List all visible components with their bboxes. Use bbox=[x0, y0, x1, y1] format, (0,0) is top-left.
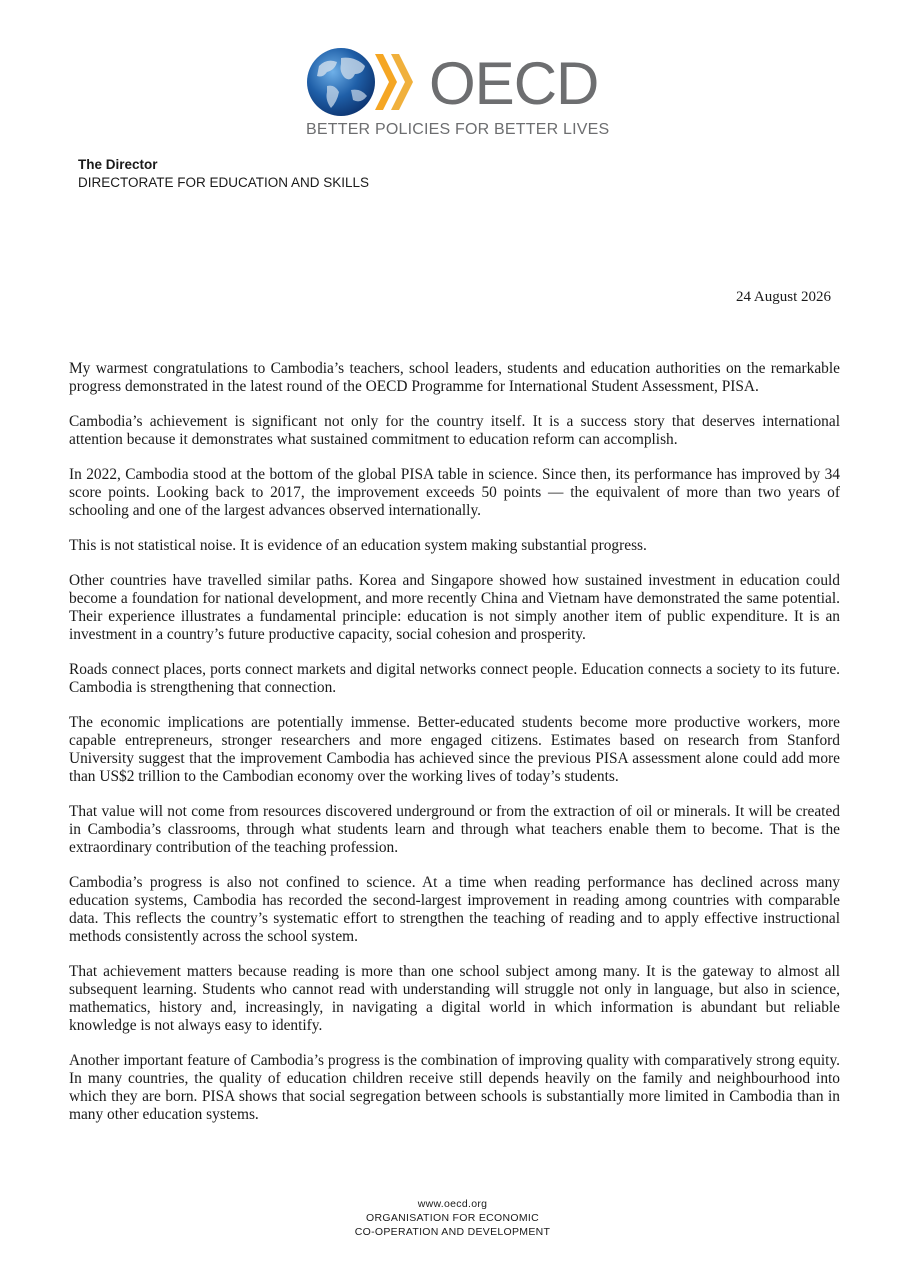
footer-url: www.oecd.org bbox=[417, 1198, 488, 1210]
paragraph: Another important feature of Cambodia’s progress is the combination of improving quality with comparatively strong equity. In many countries, the quality of education children receive still depends heavily on the family and neighbourhood into which they are born. PISA shows that social segregation between schools is substantially more limited in Cambodia than in many other education systems. bbox=[69, 1052, 840, 1123]
footer-org-line1: ORGANISATION FOR ECONOMIC bbox=[366, 1212, 539, 1224]
footer-org-line2: CO-OPERATION AND DEVELOPMENT bbox=[354, 1226, 551, 1238]
paragraph: Other countries have travelled similar paths. Korea and Singapore showed how sustained investment in education could become a foundation for national development, and more recently China and Vietnam have demonstrated the same potential. Their experience illustrates a fundamental principle: education is not simply another item of public expenditure. It is an investment in a country’s future productive capacity, social cohesion and prosperity. bbox=[69, 572, 840, 643]
oecd-wordmark: OECD bbox=[429, 50, 599, 117]
letter-date: 24 August 2026 bbox=[735, 289, 831, 305]
paragraph: This is not statistical noise. It is evidence of an education system making substantial progress. bbox=[69, 537, 647, 554]
footer bbox=[0, 1197, 905, 1239]
sender-department: DIRECTORATE FOR EDUCATION AND SKILLS bbox=[78, 175, 370, 190]
globe-icon bbox=[305, 44, 427, 120]
sender-title: The Director bbox=[78, 157, 158, 172]
paragraph: Roads connect places, ports connect markets and digital networks connect people. Education connects a society to its future. Cambodia is strengthening that connection. bbox=[69, 661, 840, 696]
paragraph: In 2022, Cambodia stood at the bottom of the global PISA table in science. Since then, its performance has improved by 34 score points. Looking back to 2017, the improvement exceeds 50 points — the equivalent of more than two years of schooling and one of the largest advances observed internationally. bbox=[69, 466, 840, 519]
oecd-logo bbox=[305, 44, 610, 140]
paragraph: The economic implications are potentially immense. Better-educated students become more productive workers, more capable entrepreneurs, stronger researchers and more engaged citizens. Estimates based on research from Stanford University suggest that the improvement Cambodia has achieved since the previous PISA assessment alone could add more than US$2 trillion to the Cambodian economy over the working lives of today’s students. bbox=[69, 714, 840, 785]
paragraph: That achievement matters because reading is more than one school subject among many. It is the gateway to almost all subsequent learning. Students who cannot read with understanding will struggle not only in language, but also in science, mathematics, history and, increasingly, in navigating a digital world in which information is abundant but reliable knowledge is not always easy to identify. bbox=[69, 963, 840, 1034]
sender-block bbox=[78, 156, 369, 192]
paragraph: Cambodia’s achievement is significant not only for the country itself. It is a success story that deserves international attention because it demonstrates what sustained commitment to education reform can accomplish. bbox=[69, 413, 840, 448]
logo-tagline: BETTER POLICIES FOR BETTER LIVES bbox=[306, 121, 610, 138]
letter-body bbox=[69, 360, 840, 1141]
paragraph: Cambodia’s progress is also not confined to science. At a time when reading performance has declined across many education systems, Cambodia has recorded the second-largest improvement in reading among countries with comparable data. This reflects the country’s systematic effort to strengthen the teaching of reading and to apply effective instructional methods consistently across the school system. bbox=[69, 874, 840, 945]
paragraph: My warmest congratulations to Cambodia’s teachers, school leaders, students and education authorities on the remarkable progress demonstrated in the latest round of the OECD Programme for International Student Assessment, PISA. bbox=[69, 360, 840, 395]
paragraph: That value will not come from resources discovered underground or from the extraction of oil or minerals. It will be created in Cambodia’s classrooms, through what students learn and through what teachers enable them to become. That is the extraordinary contribution of the teaching profession. bbox=[69, 803, 840, 856]
